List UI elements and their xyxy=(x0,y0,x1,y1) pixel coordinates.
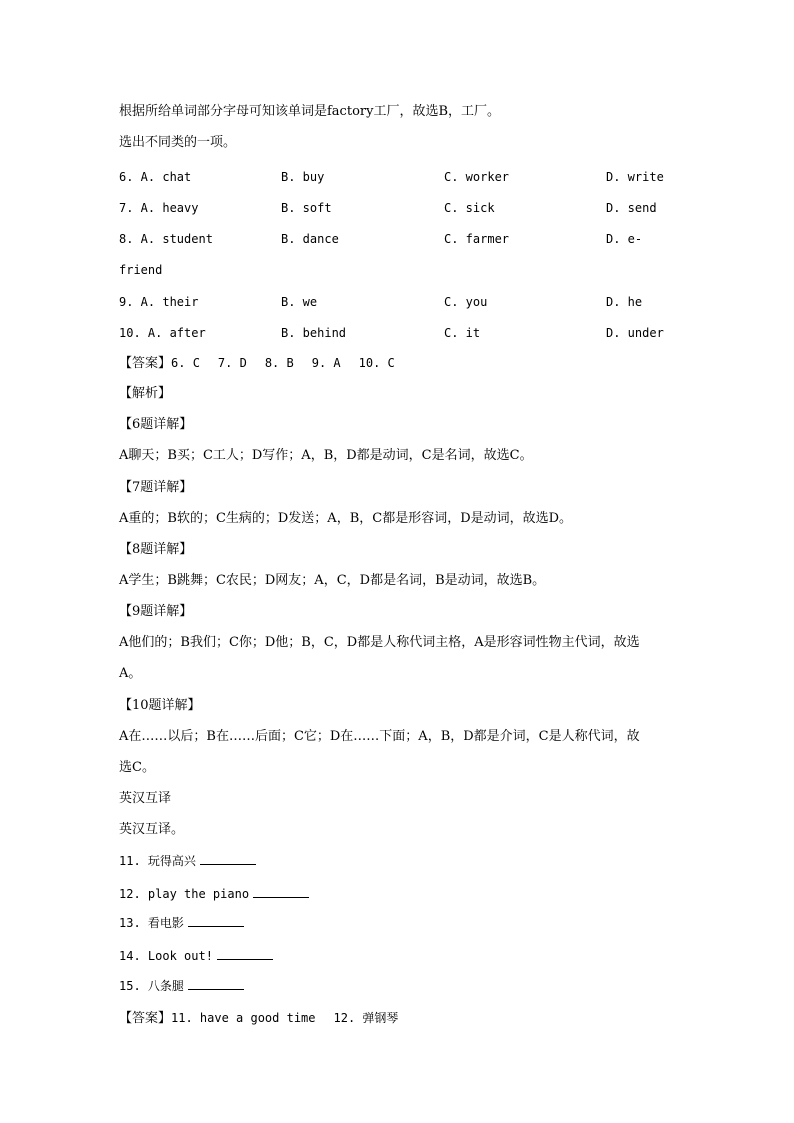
option: C. farmer xyxy=(444,232,510,246)
detail-line: 选C。 xyxy=(119,760,155,775)
option: D. send xyxy=(606,201,657,215)
translation-item: 14. Look out! xyxy=(119,948,273,965)
question-wrap: friend xyxy=(119,263,163,277)
answer-label: 【答案】 xyxy=(119,356,172,371)
answer-blank[interactable] xyxy=(217,948,273,960)
detail-heading: 【10题详解】 xyxy=(119,698,201,713)
option: C. you xyxy=(444,295,488,309)
detail-line: A学生；B跳舞；C农民；D网友；A，C，D都是名词，B是动词，故选B。 xyxy=(119,573,546,588)
option: B. dance xyxy=(281,232,339,246)
option: C. it xyxy=(444,326,481,340)
analysis-title: 【解析】 xyxy=(119,386,172,401)
answer-blank[interactable] xyxy=(188,915,244,927)
detail-heading: 【7题详解】 xyxy=(119,480,193,495)
answer-line-a xyxy=(119,355,395,372)
answer-item: 10. C xyxy=(358,356,395,370)
translation-item: 15. 八条腿 xyxy=(119,978,244,995)
detail-line: A重的；B软的；C生病的；D发送；A，B，C都是形容词，D是动词，故选D。 xyxy=(119,511,573,526)
intro-line: 根据所给单词部分字母可知该单词是factory工厂，故选B，工厂。 xyxy=(119,104,501,119)
answer-item: 6. C xyxy=(171,356,200,370)
option: B. buy xyxy=(281,170,325,184)
option: B. soft xyxy=(281,201,332,215)
detail-line: A聊天；B买；C工人；D写作；A，B，D都是动词，C是名词，故选C。 xyxy=(119,448,533,463)
answer-blank[interactable] xyxy=(188,978,244,990)
translation-item: 12. play the piano xyxy=(119,886,309,903)
option: B. behind xyxy=(281,326,347,340)
answer-label: 【答案】 xyxy=(119,1011,172,1026)
answer-item: 7. D xyxy=(217,356,247,370)
translation-item: 13. 看电影 xyxy=(119,915,244,932)
option: D. under xyxy=(606,326,664,340)
section-b-heading: 英汉互译 xyxy=(119,791,172,806)
section-a-title: 选出不同类的一项。 xyxy=(119,135,237,150)
answer-line-b xyxy=(119,1010,398,1027)
option: 6. A. chat xyxy=(119,170,192,184)
option: D. write xyxy=(606,170,664,184)
answer-item: 9. A xyxy=(311,356,341,370)
section-b-title: 英汉互译。 xyxy=(119,822,185,837)
option: 8. A. student xyxy=(119,232,213,246)
answer-blank[interactable] xyxy=(253,886,309,898)
answer-blank[interactable] xyxy=(200,853,256,865)
translation-item: 11. 玩得高兴 xyxy=(119,853,256,870)
option: B. we xyxy=(281,295,318,309)
answer-item: 12. 弹钢琴 xyxy=(333,1011,399,1025)
detail-line: A。 xyxy=(119,666,142,681)
detail-heading: 【8题详解】 xyxy=(119,542,193,557)
option: 7. A. heavy xyxy=(119,201,199,215)
option: C. sick xyxy=(444,201,495,215)
detail-heading: 【9题详解】 xyxy=(119,604,193,619)
option: D. e- xyxy=(606,232,643,246)
answer-item: 8. B xyxy=(264,356,294,370)
detail-line: A他们的；B我们；C你；D他；B，C，D都是人称代词主格，A是形容词性物主代词，故选 xyxy=(119,635,640,650)
option: 9. A. their xyxy=(119,295,199,309)
answer-item: 11. have a good time xyxy=(171,1011,316,1025)
detail-heading: 【6题详解】 xyxy=(119,417,193,432)
detail-line: A在……以后；B在……后面；C它；D在……下面；A，B，D都是介词，C是人称代词，故 xyxy=(119,729,640,744)
option: D. he xyxy=(606,295,643,309)
option: 10. A. after xyxy=(119,326,206,340)
option: C. worker xyxy=(444,170,510,184)
